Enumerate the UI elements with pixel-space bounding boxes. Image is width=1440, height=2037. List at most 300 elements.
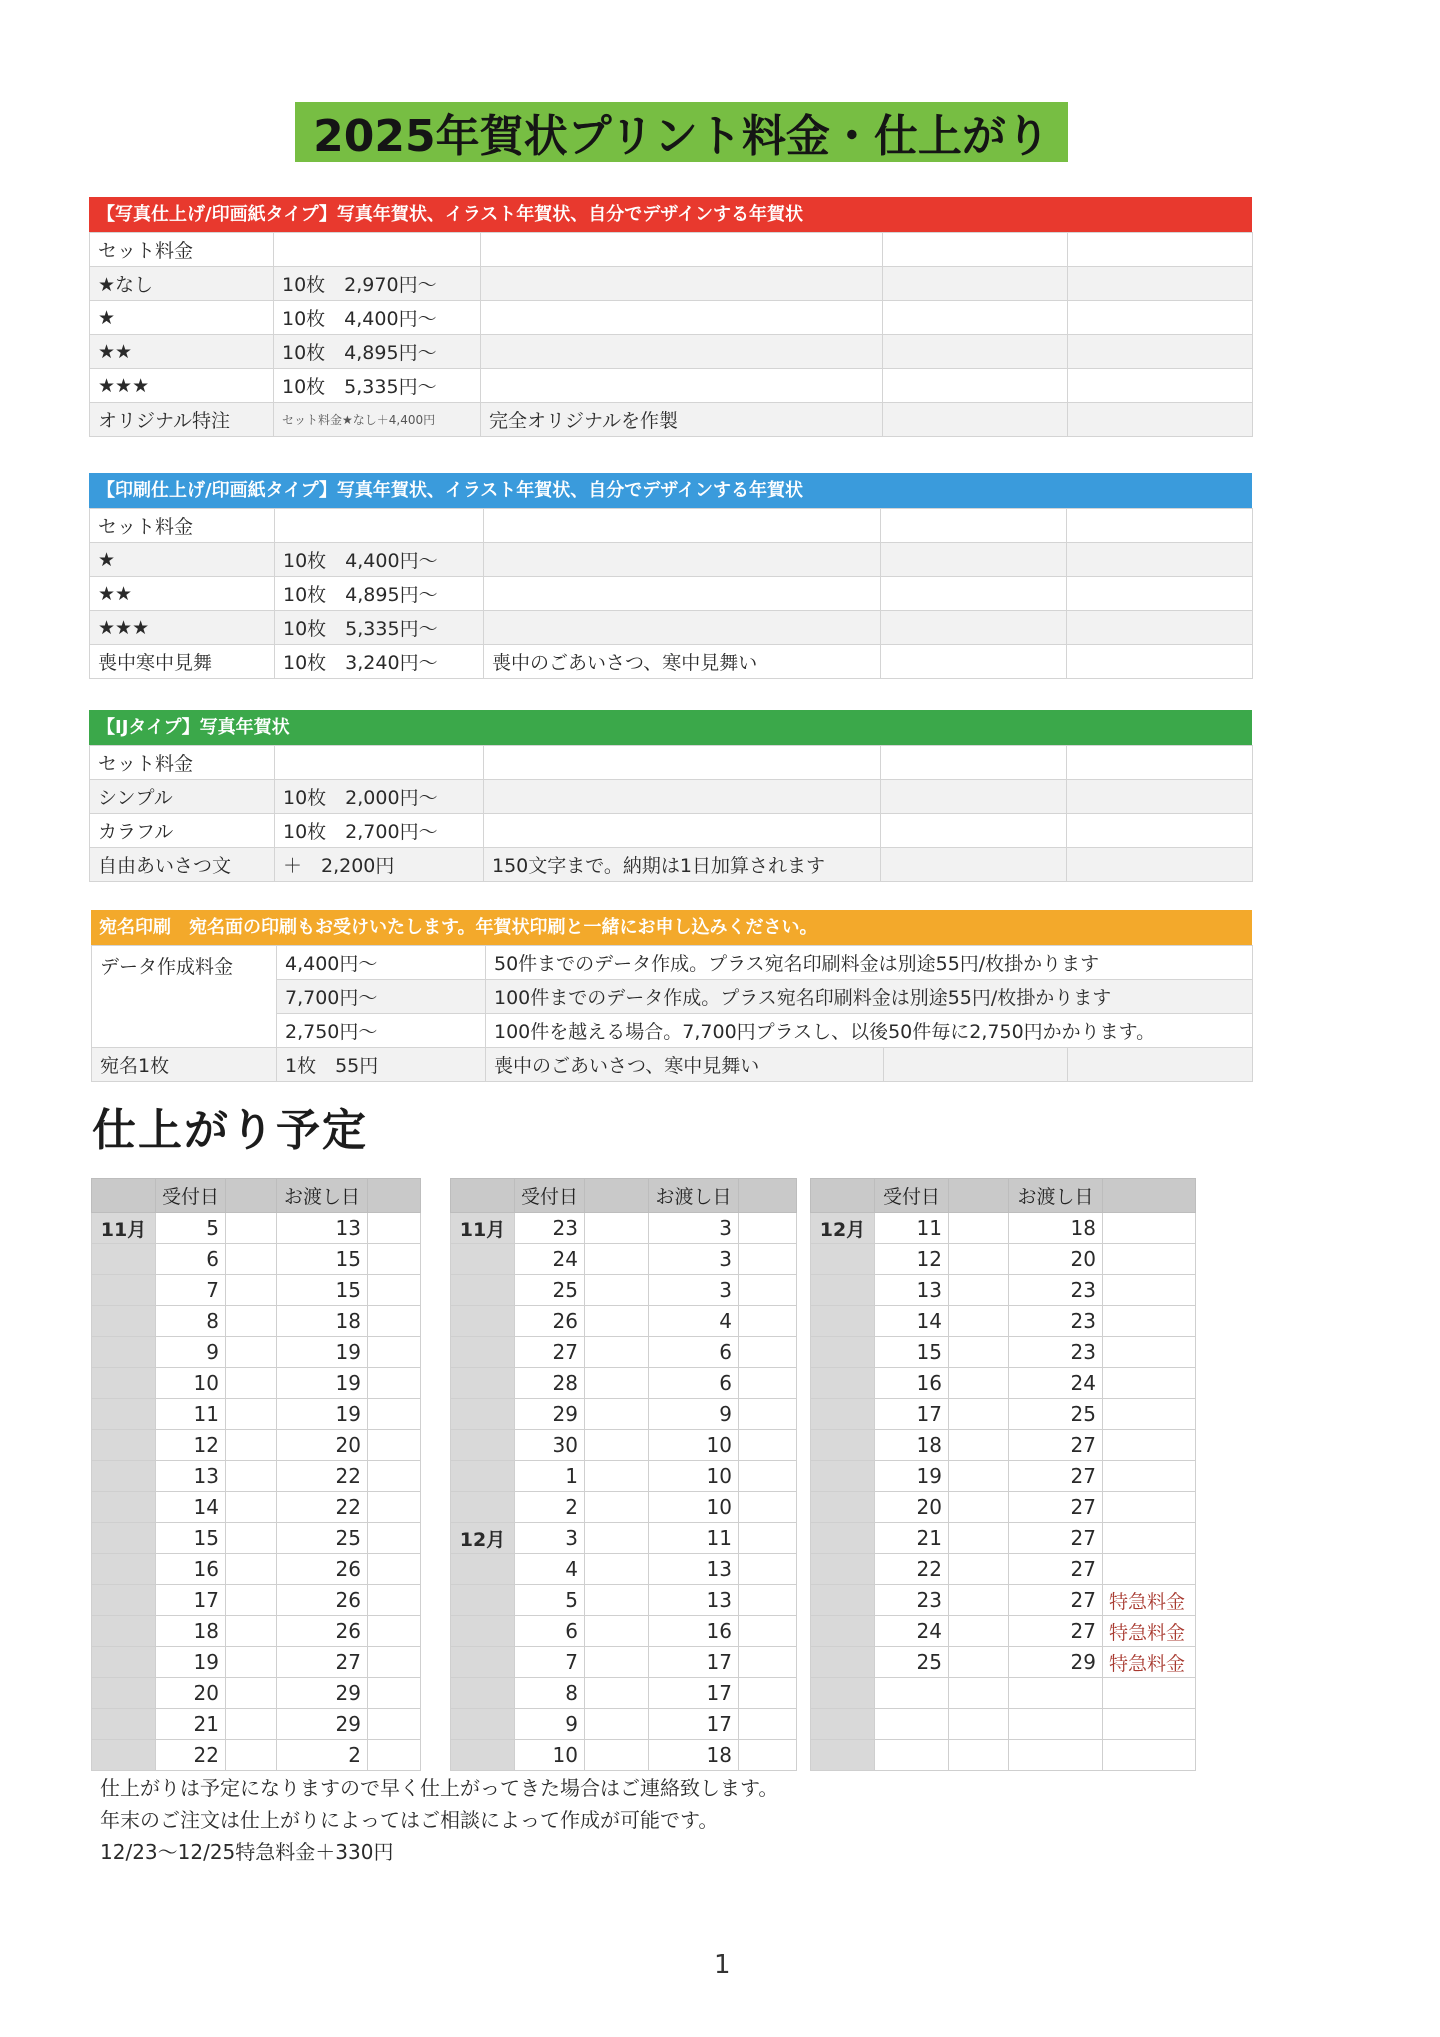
- price-table: [89, 508, 1253, 679]
- schedule-row: [92, 1213, 421, 1244]
- delivery-date: 27: [1009, 1461, 1103, 1492]
- delivery-date: 3: [649, 1244, 739, 1275]
- surcharge-note: [368, 1275, 421, 1306]
- month-cell: [451, 1337, 515, 1368]
- received-date: 25: [515, 1275, 585, 1306]
- surcharge-note: [739, 1585, 797, 1616]
- schedule-row: [451, 1709, 797, 1740]
- address-price-table: [91, 945, 1253, 1082]
- received-date: 19: [875, 1461, 949, 1492]
- empty-cell: [226, 1461, 277, 1492]
- received-date: 16: [875, 1368, 949, 1399]
- month-cell: [92, 1337, 156, 1368]
- month-cell: [811, 1399, 875, 1430]
- received-date: 11: [875, 1213, 949, 1244]
- surcharge-note: [739, 1647, 797, 1678]
- received-date: 24: [515, 1244, 585, 1275]
- delivery-date: 3: [649, 1275, 739, 1306]
- surcharge-note: [368, 1306, 421, 1337]
- received-date: 14: [875, 1306, 949, 1337]
- row-price: [275, 509, 484, 543]
- schedule-table-1: [91, 1178, 421, 1771]
- surcharge-note: [368, 1213, 421, 1244]
- month-cell: [451, 1616, 515, 1647]
- month-cell: [811, 1430, 875, 1461]
- received-date: 17: [156, 1585, 226, 1616]
- month-cell: [451, 1399, 515, 1430]
- surcharge-note: [368, 1399, 421, 1430]
- schedule-row: [92, 1244, 421, 1275]
- empty-cell: [883, 301, 1068, 335]
- received-date: 13: [156, 1461, 226, 1492]
- surcharge-note: [739, 1337, 797, 1368]
- surcharge-note: [1103, 1430, 1196, 1461]
- schedule-table-header: [92, 1179, 421, 1213]
- month-cell: [811, 1306, 875, 1337]
- schedule-row: [92, 1523, 421, 1554]
- received-date: 22: [875, 1554, 949, 1585]
- schedule-table-header: [451, 1179, 797, 1213]
- surcharge-note: [368, 1585, 421, 1616]
- schedule-row: [92, 1306, 421, 1337]
- delivery-date: 9: [649, 1399, 739, 1430]
- received-date: 18: [875, 1430, 949, 1461]
- price-row: [90, 848, 1253, 882]
- schedule-row: [92, 1647, 421, 1678]
- empty-cell: [1067, 509, 1253, 543]
- month-cell: [811, 1740, 875, 1771]
- received-date: 28: [515, 1368, 585, 1399]
- month-cell: [811, 1523, 875, 1554]
- month-cell: [451, 1740, 515, 1771]
- month-cell: [451, 1430, 515, 1461]
- received-date: 24: [875, 1616, 949, 1647]
- price-row: [90, 543, 1253, 577]
- price-table-body: [90, 233, 1253, 437]
- empty-cell: [226, 1523, 277, 1554]
- row-price: 10枚 4,895円〜: [275, 577, 484, 611]
- month-cell: [811, 1585, 875, 1616]
- surcharge-note: [739, 1461, 797, 1492]
- surcharge-note: [739, 1368, 797, 1399]
- delivery-date: [1009, 1709, 1103, 1740]
- surcharge-note: [1103, 1275, 1196, 1306]
- received-date: 23: [515, 1213, 585, 1244]
- delivery-date: [1009, 1740, 1103, 1771]
- empty-cell: [949, 1678, 1009, 1709]
- month-cell: [92, 1616, 156, 1647]
- delivery-date: 25: [277, 1523, 368, 1554]
- price-section-print-finish: [89, 473, 1252, 679]
- schedule-table-body: [92, 1213, 421, 1771]
- received-date: 9: [156, 1337, 226, 1368]
- schedule-row: [451, 1399, 797, 1430]
- row-note: [484, 611, 881, 645]
- delivery-date: 13: [649, 1585, 739, 1616]
- surcharge-note: [368, 1678, 421, 1709]
- schedule-row: [92, 1616, 421, 1647]
- empty-cell: [1068, 369, 1253, 403]
- schedule-row: [811, 1430, 1196, 1461]
- empty-cell: [881, 611, 1067, 645]
- row-label: カラフル: [90, 814, 275, 848]
- row-label: 喪中寒中見舞: [90, 645, 275, 679]
- delivery-date: 29: [277, 1709, 368, 1740]
- surcharge-note: [368, 1368, 421, 1399]
- empty-cell: [226, 1368, 277, 1399]
- row-price: 10枚 4,400円〜: [274, 301, 481, 335]
- empty-cell: [949, 1306, 1009, 1337]
- empty-cell: [226, 1585, 277, 1616]
- month-cell: [92, 1368, 156, 1399]
- received-date: 7: [156, 1275, 226, 1306]
- schedule-row: [92, 1275, 421, 1306]
- row-price: 1枚 55円: [277, 1048, 486, 1082]
- delivery-date: 27: [277, 1647, 368, 1678]
- empty-cell: [585, 1616, 649, 1647]
- received-date: 10: [515, 1740, 585, 1771]
- schedule-heading: 仕上がり予定: [92, 1105, 368, 1156]
- empty-cell: [585, 1585, 649, 1616]
- row-price: 10枚 4,895円〜: [274, 335, 481, 369]
- row-price: 10枚 4,400円〜: [275, 543, 484, 577]
- month-cell: 11月: [92, 1213, 156, 1244]
- received-date: [875, 1709, 949, 1740]
- delivery-date: 15: [277, 1244, 368, 1275]
- empty-header: [585, 1179, 649, 1213]
- row-note: [484, 509, 881, 543]
- row-label: データ作成料金: [92, 946, 277, 1048]
- empty-cell: [949, 1337, 1009, 1368]
- price-section-ij-type: [89, 710, 1252, 882]
- month-header: [811, 1179, 875, 1213]
- empty-cell: [949, 1740, 1009, 1771]
- schedule-row: [451, 1523, 797, 1554]
- delivery-date: 10: [649, 1461, 739, 1492]
- row-note: 100件までのデータ作成。プラス宛名印刷料金は別途55円/枚掛かります: [486, 980, 1253, 1014]
- empty-cell: [585, 1554, 649, 1585]
- empty-cell: [949, 1554, 1009, 1585]
- empty-cell: [1067, 780, 1253, 814]
- empty-header: [949, 1179, 1009, 1213]
- schedule-row: [451, 1554, 797, 1585]
- delivery-date: 17: [649, 1678, 739, 1709]
- schedule-row: [92, 1368, 421, 1399]
- delivery-date: 2: [277, 1740, 368, 1771]
- schedule-row: [811, 1492, 1196, 1523]
- surcharge-note: [739, 1492, 797, 1523]
- schedule-row: [92, 1678, 421, 1709]
- row-price: 10枚 5,335円〜: [274, 369, 481, 403]
- note-line: 12/23〜12/25特急料金＋330円: [100, 1840, 394, 1864]
- note-line: 年末のご注文は仕上がりによってはご相談によって作成が可能です。: [100, 1808, 719, 1832]
- month-cell: [811, 1647, 875, 1678]
- empty-cell: [1068, 1048, 1253, 1082]
- surcharge-note: [368, 1461, 421, 1492]
- schedule-header-row: [92, 1179, 421, 1213]
- surcharge-note: [1103, 1244, 1196, 1275]
- row-label: セット料金: [90, 233, 274, 267]
- empty-cell: [881, 780, 1067, 814]
- month-cell: [451, 1554, 515, 1585]
- schedule-row: [811, 1306, 1196, 1337]
- row-label: セット料金: [90, 746, 275, 780]
- delivery-date: 13: [649, 1554, 739, 1585]
- delivery-date: 18: [277, 1306, 368, 1337]
- schedule-row: [92, 1492, 421, 1523]
- row-label: ★★★: [90, 369, 274, 403]
- empty-cell: [884, 1048, 1068, 1082]
- price-row: [90, 611, 1253, 645]
- surcharge-note: [368, 1709, 421, 1740]
- received-date: 16: [156, 1554, 226, 1585]
- row-note: [481, 233, 883, 267]
- received-date: 26: [515, 1306, 585, 1337]
- surcharge-note: [368, 1430, 421, 1461]
- delivery-date: 27: [1009, 1430, 1103, 1461]
- empty-cell: [1067, 746, 1253, 780]
- surcharge-note: [1103, 1492, 1196, 1523]
- price-row: [90, 335, 1253, 369]
- schedule-row: [811, 1523, 1196, 1554]
- schedule-table-header: [811, 1179, 1196, 1213]
- delivery-date: 25: [1009, 1399, 1103, 1430]
- delivery-date: 6: [649, 1368, 739, 1399]
- schedule-row: [811, 1461, 1196, 1492]
- schedule-row: [811, 1337, 1196, 1368]
- received-date: 30: [515, 1430, 585, 1461]
- month-cell: [451, 1647, 515, 1678]
- empty-cell: [226, 1678, 277, 1709]
- empty-cell: [585, 1306, 649, 1337]
- empty-header: [368, 1179, 421, 1213]
- received-date: 11: [156, 1399, 226, 1430]
- address-table-body: [92, 946, 1253, 1082]
- received-date: 6: [156, 1244, 226, 1275]
- month-cell: [92, 1244, 156, 1275]
- row-label: ★: [90, 301, 274, 335]
- surcharge-note: [368, 1523, 421, 1554]
- delivery-date: 29: [277, 1678, 368, 1709]
- schedule-row: [451, 1585, 797, 1616]
- price-section-address-printing: [91, 910, 1252, 1082]
- delivery-date: 29: [1009, 1647, 1103, 1678]
- surcharge-note: [368, 1337, 421, 1368]
- row-label: ★★: [90, 335, 274, 369]
- empty-cell: [883, 233, 1068, 267]
- row-label: オリジナル特注: [90, 403, 274, 437]
- empty-cell: [226, 1740, 277, 1771]
- schedule-row: [811, 1399, 1196, 1430]
- received-date: 25: [875, 1647, 949, 1678]
- price-row: [90, 369, 1253, 403]
- received-date: 21: [875, 1523, 949, 1554]
- received-date: 12: [875, 1244, 949, 1275]
- received-date: 8: [515, 1678, 585, 1709]
- row-label: ★★★: [90, 611, 275, 645]
- empty-cell: [881, 746, 1067, 780]
- price-row: [90, 814, 1253, 848]
- month-cell: [451, 1244, 515, 1275]
- empty-cell: [585, 1709, 649, 1740]
- row-note: [481, 301, 883, 335]
- empty-cell: [1067, 543, 1253, 577]
- empty-cell: [1067, 814, 1253, 848]
- surcharge-note: [739, 1275, 797, 1306]
- row-price: セット料金★なし＋4,400円: [274, 403, 481, 437]
- empty-cell: [585, 1647, 649, 1678]
- footer-notes: [100, 1772, 778, 1868]
- delivery-date: 16: [649, 1616, 739, 1647]
- delivery-date: 4: [649, 1306, 739, 1337]
- schedule-row: [811, 1585, 1196, 1616]
- surcharge-note: [368, 1740, 421, 1771]
- schedule-table-body: [451, 1213, 797, 1771]
- empty-cell: [1068, 233, 1253, 267]
- empty-header: [226, 1179, 277, 1213]
- empty-cell: [883, 403, 1068, 437]
- empty-cell: [585, 1368, 649, 1399]
- empty-cell: [226, 1616, 277, 1647]
- empty-cell: [585, 1275, 649, 1306]
- month-cell: [451, 1275, 515, 1306]
- delivery-date: 11: [649, 1523, 739, 1554]
- received-date: 6: [515, 1616, 585, 1647]
- note-line: 仕上がりは予定になりますので早く仕上がってきた場合はご連絡致します。: [100, 1776, 779, 1800]
- surcharge-note: [739, 1213, 797, 1244]
- delivery-date: 27: [1009, 1616, 1103, 1647]
- delivery-date-header: お渡し日: [1009, 1179, 1103, 1213]
- month-cell: [451, 1368, 515, 1399]
- received-date: 9: [515, 1709, 585, 1740]
- month-cell: [92, 1430, 156, 1461]
- section-header: 【印刷仕上げ/印画紙タイプ】写真年賀状、イラスト年賀状、自分でデザインする年賀状: [89, 473, 1252, 508]
- month-cell: 11月: [451, 1213, 515, 1244]
- schedule-row: [92, 1740, 421, 1771]
- month-cell: [451, 1678, 515, 1709]
- empty-cell: [949, 1523, 1009, 1554]
- surcharge-note: [1103, 1306, 1196, 1337]
- delivery-date-header: お渡し日: [649, 1179, 739, 1213]
- schedule-row: [92, 1399, 421, 1430]
- price-row: [90, 577, 1253, 611]
- month-cell: [811, 1678, 875, 1709]
- empty-cell: [1067, 645, 1253, 679]
- delivery-date: 26: [277, 1554, 368, 1585]
- delivery-date: 26: [277, 1585, 368, 1616]
- empty-cell: [949, 1368, 1009, 1399]
- row-note: 喪中のごあいさつ、寒中見舞い: [486, 1048, 884, 1082]
- empty-cell: [226, 1709, 277, 1740]
- received-date: 13: [875, 1275, 949, 1306]
- delivery-date: 27: [1009, 1492, 1103, 1523]
- empty-cell: [949, 1275, 1009, 1306]
- received-date: 15: [156, 1523, 226, 1554]
- empty-cell: [585, 1740, 649, 1771]
- schedule-row: [811, 1244, 1196, 1275]
- price-row: [90, 233, 1253, 267]
- schedule-table-body: [811, 1213, 1196, 1771]
- month-cell: [92, 1554, 156, 1585]
- surcharge-note: 特急料金: [1103, 1616, 1196, 1647]
- delivery-date: 17: [649, 1647, 739, 1678]
- empty-cell: [1068, 301, 1253, 335]
- price-row: [90, 746, 1253, 780]
- section-header: 【IJタイプ】写真年賀状: [89, 710, 1252, 745]
- empty-cell: [949, 1430, 1009, 1461]
- empty-cell: [585, 1244, 649, 1275]
- section-header: 【写真仕上げ/印画紙タイプ】写真年賀状、イラスト年賀状、自分でデザインする年賀状: [89, 197, 1252, 232]
- schedule-row: [92, 1709, 421, 1740]
- page-number: 1: [714, 1950, 731, 1980]
- row-label: ★: [90, 543, 275, 577]
- price-row: [90, 780, 1253, 814]
- surcharge-note: [739, 1306, 797, 1337]
- price-row: [90, 645, 1253, 679]
- schedule-table-3: [810, 1178, 1196, 1771]
- empty-cell: [585, 1213, 649, 1244]
- month-cell: [811, 1709, 875, 1740]
- schedule-row: [451, 1740, 797, 1771]
- month-cell: [451, 1461, 515, 1492]
- empty-header: [739, 1179, 797, 1213]
- row-note: [484, 814, 881, 848]
- month-cell: [92, 1275, 156, 1306]
- delivery-date: 13: [277, 1213, 368, 1244]
- schedule-row: [811, 1616, 1196, 1647]
- schedule-row: [451, 1306, 797, 1337]
- received-date: 20: [156, 1678, 226, 1709]
- received-date: 12: [156, 1430, 226, 1461]
- delivery-date: 27: [1009, 1523, 1103, 1554]
- surcharge-note: [1103, 1523, 1196, 1554]
- empty-cell: [585, 1492, 649, 1523]
- month-cell: 12月: [451, 1523, 515, 1554]
- delivery-date: 23: [1009, 1275, 1103, 1306]
- price-row: [90, 301, 1253, 335]
- empty-cell: [226, 1399, 277, 1430]
- row-price: 2,750円〜: [277, 1014, 486, 1048]
- price-row: [90, 403, 1253, 437]
- delivery-date: 22: [277, 1492, 368, 1523]
- delivery-date: 22: [277, 1461, 368, 1492]
- empty-cell: [881, 577, 1067, 611]
- empty-cell: [585, 1430, 649, 1461]
- month-cell: [811, 1368, 875, 1399]
- address-single-row: [92, 1048, 1253, 1082]
- received-date: 4: [515, 1554, 585, 1585]
- surcharge-note: 特急料金: [1103, 1585, 1196, 1616]
- delivery-date: 19: [277, 1399, 368, 1430]
- empty-cell: [226, 1244, 277, 1275]
- row-note: 100件を越える場合。7,700円プラスし、以後50件毎に2,750円かかります。: [486, 1014, 1253, 1048]
- received-date: 23: [875, 1585, 949, 1616]
- address-section-header: 宛名印刷 宛名面の印刷もお受けいたします。年賀状印刷と一緒にお申し込みください。: [91, 910, 1252, 945]
- empty-cell: [585, 1461, 649, 1492]
- empty-cell: [883, 267, 1068, 301]
- delivery-date: 19: [277, 1337, 368, 1368]
- surcharge-note: [368, 1616, 421, 1647]
- address-fee-row: [92, 946, 1253, 980]
- schedule-header-row: [811, 1179, 1196, 1213]
- surcharge-note: [739, 1616, 797, 1647]
- row-note: [481, 335, 883, 369]
- empty-cell: [226, 1554, 277, 1585]
- empty-cell: [883, 369, 1068, 403]
- surcharge-note: [1103, 1399, 1196, 1430]
- month-cell: [451, 1709, 515, 1740]
- surcharge-note: [1103, 1368, 1196, 1399]
